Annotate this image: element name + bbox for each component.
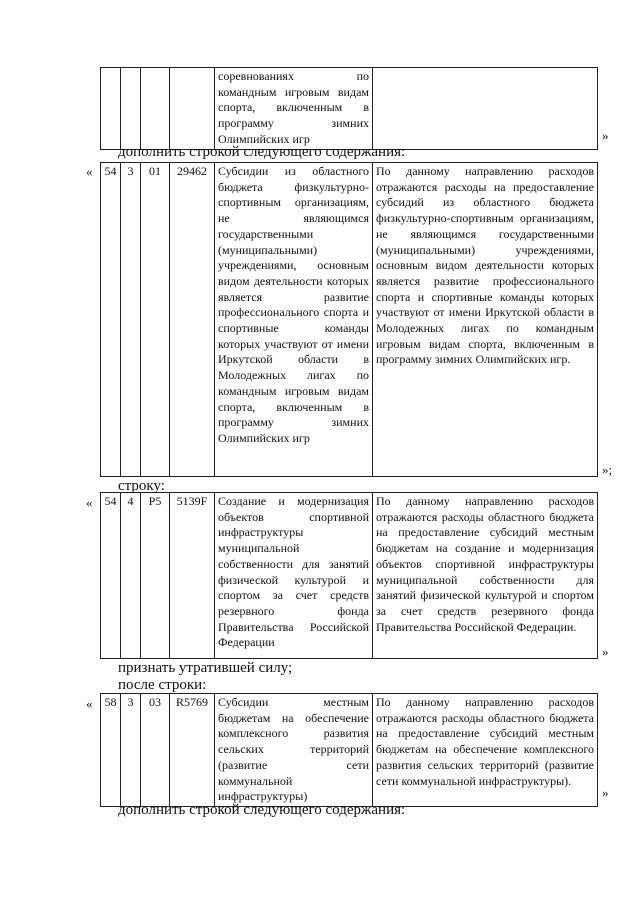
budget-row-table	[100, 492, 598, 659]
code-cell: 01	[141, 163, 170, 477]
instruction-paragraph: признать утратившей силу;	[118, 660, 293, 676]
code-cell: 03	[141, 694, 170, 807]
code-cell	[170, 68, 215, 150]
code-cell: 5139F	[170, 493, 215, 659]
top-continuation-table	[100, 67, 598, 150]
table-row	[101, 163, 598, 477]
code-cell: 29462	[170, 163, 215, 477]
instruction-paragraph: после строки:	[118, 677, 207, 693]
code-cell: R5769	[170, 694, 215, 807]
code-cell: P5	[141, 493, 170, 659]
code-cell: 58	[101, 694, 121, 807]
row-name-cell: Субсидии из областного бюджета физкультурно-спортивным организациям, не являющимся государственными (муниципальными) учреждениями, основным видом деятельности которых является развитие профессионального спорта и спортивные команды которых участвуют от имени Иркутской области в Молодежных лигах по командным игровым видам спорта, включенным в программу зимних Олимпийских игр	[215, 163, 373, 477]
instruction-paragraph: дополнить строкой следующего содержания:	[118, 144, 406, 160]
table-row	[101, 493, 598, 659]
table-row	[101, 68, 598, 150]
row-name-cell: соревнованиях по командным игровым видам спорта, включенным в программу зимних Олимпийских игр	[215, 68, 373, 150]
close-quote: »	[602, 785, 609, 800]
close-quote: »	[602, 644, 609, 659]
row-name-cell: Субсидии местным бюджетам на обеспечение комплексного развития сельских территорий (развитие сети коммунальной инфраструктуры)	[215, 694, 373, 807]
code-cell: 4	[121, 493, 141, 659]
instruction-paragraph: строку:	[118, 478, 165, 494]
close-quote: »	[602, 128, 609, 143]
code-cell: 3	[121, 163, 141, 477]
row-description-cell: По данному направлению расходов отражаются расходы на предоставление субсидий из областного бюджета физкультурно-спортивным организациям, не являющимся государственными (муниципальными) учреждениями, основным видом деятельности которых является развитие профессионального спорта и спортивные команды которых участвуют от имени Иркутской области в Молодежных лигах по командным игровым видам спорта, включенным в программу зимних Олимпийских игр.	[373, 163, 598, 477]
row-description-cell: По данному направлению расходов отражаются расходы областного бюджета на предоставление субсидий местным бюджетам на создание и модернизация объектов спортивной инфраструктуры муниципальной собственности для занятий физической культурой и спортом за счет средств резервного фонда Правительства Российской Федерации.	[373, 493, 598, 659]
code-cell	[101, 68, 121, 150]
row-description-cell: По данному направлению расходов отражаются расходы областного бюджета на предоставление субсидий местным бюджетам на обеспечение комплексного развития сельских территорий (развитие сети коммунальной инфраструктуры).	[373, 694, 598, 807]
budget-row-table	[100, 162, 598, 477]
table-row	[101, 694, 598, 807]
open-quote: «	[86, 696, 93, 711]
code-cell	[141, 68, 170, 150]
open-quote: «	[86, 495, 93, 510]
close-quote: »;	[602, 462, 613, 477]
open-quote: «	[86, 164, 93, 179]
row-name-cell: Создание и модернизация объектов спортивной инфраструктуры муниципальной собственности для занятий физической культурой и спортом за счет средств резервного фонда Правительства Российской Федерации	[215, 493, 373, 659]
code-cell: 3	[121, 694, 141, 807]
code-cell: 54	[101, 493, 121, 659]
instruction-paragraph: дополнить строкой следующего содержания:	[118, 802, 406, 818]
code-cell	[121, 68, 141, 150]
row-description-cell	[373, 68, 598, 150]
code-cell: 54	[101, 163, 121, 477]
budget-row-table	[100, 693, 598, 807]
